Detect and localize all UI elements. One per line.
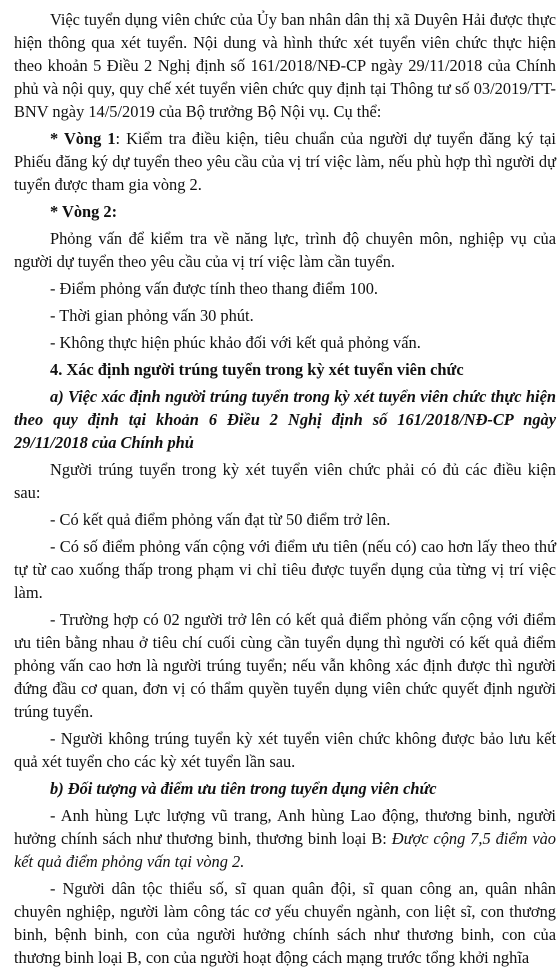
round-2-item: - Không thực hiện phúc khảo đối với kết quả phỏng vấn.	[50, 333, 421, 352]
round-2-item: - Thời gian phỏng vấn 30 phút.	[50, 306, 254, 325]
section-4-paragraph: - Có số điểm phỏng vấn cộng với điểm ưu tiên (nếu có) cao hơn lấy theo thứ tự từ cao xuống thấp trong phạm vi chỉ tiêu được tuyển dụng của từng vị trí việc làm.	[14, 537, 556, 602]
section-4-paragraph: Người trúng tuyển trong kỳ xét tuyển viên chức phải có đủ các điều kiện sau:	[14, 460, 556, 502]
section-4-paragraph: - Có kết quả điểm phỏng vấn đạt từ 50 điểm trở lên.	[50, 510, 391, 529]
round-2-item: - Điểm phỏng vấn được tính theo thang điểm 100.	[50, 279, 379, 298]
round-1-text: : Kiểm tra điều kiện, tiêu chuẩn của người dự tuyển đăng ký tại Phiếu đăng ký dự tuyển theo yêu cầu của vị trí việc làm, nếu phù hợp thì người dự tuyển được tham gia vòng 2.	[14, 129, 556, 194]
section-4-heading: 4. Xác định người trúng tuyển trong kỳ xét tuyển viên chức	[50, 360, 464, 379]
round-1-label: * Vòng 1	[50, 129, 116, 148]
section-b-paragraph	[14, 804, 556, 873]
round-1-paragraph	[14, 127, 556, 196]
section-b-text: - Anh hùng Lực lượng vũ trang, Anh hùng Lao động, thương binh, người hưởng chính sách như thương binh, thương binh loại B:	[14, 806, 556, 848]
round-2-label: * Vòng 2:	[50, 202, 118, 221]
document-page	[14, 8, 556, 973]
section-4-paragraph: - Người không trúng tuyển kỳ xét tuyển viên chức không được bảo lưu kết quả xét tuyển cho các kỳ xét tuyển lần sau.	[14, 729, 556, 771]
intro-paragraph: Việc tuyển dụng viên chức của Ủy ban nhân dân thị xã Duyên Hải được thực hiện thông qua xét tuyển. Nội dung và hình thức xét tuyển viên chức thực hiện theo khoản 5 Điều 2 Nghị định số 161/2018/NĐ-CP ngày 29/11/2018 của Chính phủ và nội quy, quy chế xét tuyển viên chức quy định tại Thông tư số 03/2019/TT-BNV ngày 14/5/2019 của Bộ trưởng Bộ Nội vụ. Cụ thể:	[14, 10, 556, 121]
section-b-heading: b) Đối tượng và điểm ưu tiên trong tuyển dụng viên chức	[50, 779, 437, 798]
round-2-text: Phỏng vấn để kiểm tra về năng lực, trình độ chuyên môn, nghiệp vụ của người dự tuyển theo yêu cầu của vị trí việc làm cần tuyển.	[14, 229, 556, 271]
section-4a-heading: a) Việc xác định người trúng tuyển trong kỳ xét tuyển viên chức thực hiện theo quy định tại khoản 6 Điều 2 Nghị định số 161/2018/NĐ-CP ngày 29/11/2018 của Chính phủ	[14, 387, 556, 452]
section-b-paragraph: - Người dân tộc thiểu số, sĩ quan quân đội, sĩ quan công an, quân nhân chuyên nghiệp, người làm công tác cơ yếu chuyển ngành, con liệt sĩ, con thương binh, bệnh binh, con của người hưởng chính sách như thương binh, con của thương binh loại B, con của người hoạt động cách mạng trước tổng khởi nghĩa	[14, 879, 556, 967]
section-b-italic-text: Được cộng 7,5 điểm vào kết quả điểm phỏng vấn tại vòng 2.	[14, 829, 556, 871]
section-4-paragraph: - Trường hợp có 02 người trở lên có kết quả điểm phỏng vấn cộng với điểm ưu tiên bằng nhau ở tiêu chí cuối cùng cần tuyển dụng thì người có kết quả điểm phỏng vấn cao hơn là người trúng tuyển; nếu vẫn không xác định được thì người đứng đầu cơ quan, đơn vị có thẩm quyền tuyển dụng viên chức quyết định người trúng tuyển.	[14, 610, 556, 721]
